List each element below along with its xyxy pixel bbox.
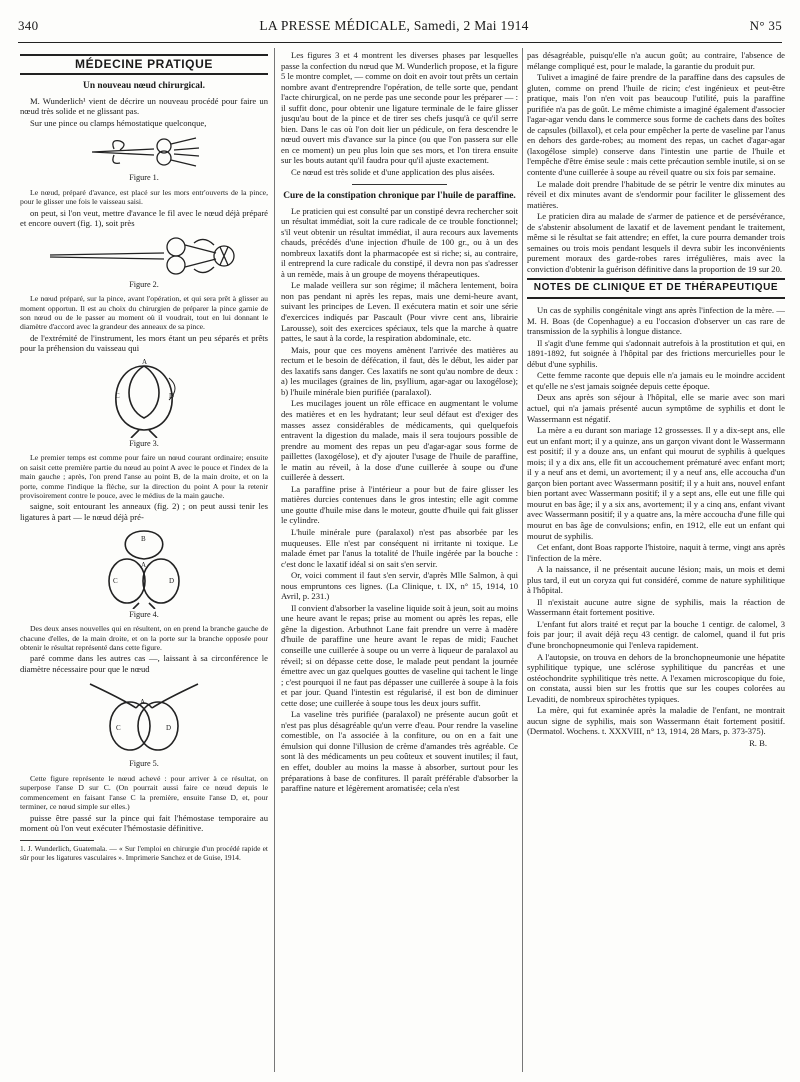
figure-legend: Cette figure représente le nœud achevé : pour arriver à ce résultat, on superpose l'anse D sur C. (On pourrait aussi faire ce nœud depuis le commencement en faisant l'anse C la première, ensuite l'anse D, et, pour terminer, ce nœud simple sur elles.) [20,773,268,812]
paragraph: Cette femme raconte que depuis elle n'a jamais eu le moindre accident et qu'elle ne s'est jamais soignée depuis cette époque. [527,370,785,391]
paragraph: Or, voici comment il faut s'en servir, d'après Mlle Salmon, à qui nous empruntons ces lignes. (La Clinique, t. IX, n° 15, 1914, 10 Avril, p. 231.) [281,570,518,602]
author-signature: R. B. [749,737,767,748]
paragraph: Cet enfant, dont Boas rapporte l'histoire, naquit à terme, vingt ans après l'infection de la mère. [527,542,785,563]
svg-text:D: D [166,724,172,733]
page-header [18,18,782,40]
paragraph: A la naissance, il ne présentait aucune lésion; mais, un mois et demi plus tard, il eut un coryza qui fut considéré, comme de nature syphilitique à l'hôpital. [527,564,785,596]
paragraph: Les mucilages jouent un rôle efficace en augmentant le volume des matières et en les hydratant; leur seul défaut est d'exiger des masses assez considérables de médicaments, qui quelquefois entravent la digestion du malade, mais il sera toujours possible de prendre au moment des repas un peu d'agar-agar sous forme de paillettes (laxogélose), et d'y ajouter l'usage de l'huile de paraffine, le matin au réveil, à la dose d'une cuillerée à soupe ou d'une cuillerée à dessert. [281,398,518,483]
footnote-rule [20,840,94,841]
issue-number: N° 35 [749,18,782,33]
svg-text:C: C [116,724,121,733]
svg-text:C: C [113,576,118,585]
figure-legend: Le nœud, préparé d'avance, est placé sur les mors entr'ouverts de la pince, pour le glisser une fois le vaisseau saisi. [20,187,268,207]
figure-legend: Le nœud préparé, sur la pince, avant l'opération, et qui sera prêt à glisser au moment opportun. Il est au choix du chirurgien de préparer la pince garnie de son nœud ou de le passer au moment où il voudrait, tout en lui donnant le diamètre d'accord avec la grandeur des anneaux de sa pince. [20,294,268,332]
figure-3 [20,358,268,452]
paragraph: Il convient d'absorber la vaseline liquide soit à jeun, soit au moins une heure avant le repas; prise au moment ou après les repas, elle gêne la digestion. Arbuthnot Lane fait prendre un verre à madère d'huile de paraffine une heure avant le repas de midi; Fauchet conseille une cuillerée à soupe ou un verre à liqueur de paralaxol au réveil; si on dépasse cette dose, le malade peut pendant la journée émettre avec un gaz quelques gouttes de vaseline qui tachent le linge ; c'est pourquoi il ne faut pas dépasser une cuillerée à soupe à la fois et par jour. Quand l'intestin est régularisé, il est bon de diminuer cette dose; une cuillerée à soupe tous les deux jours suffit. [281,602,518,708]
paragraph: La mère, qui fut examinée après la maladie de l'enfant, ne montrait aucun signe de syphilis, mais son Wassermann était fortement positif. (Dermatol. Wochens. t. XXXVIII, n° 13, 1914, 28 Mars, p. 373-375). [527,705,785,737]
knot-step-2-illustration [99,527,189,609]
figure-legend: Des deux anses nouvelles qui en résultent, on en prend la branche gauche de chacune d'elles, de la main droite, et on la porte sur la branche opposée pour obtenir le résultat représenté dans cette figure. [20,624,268,652]
paragraph: Les figures 3 et 4 montrent les diverses phases par lesquelles passe la confection du nœud que M. Wunderlich propose, et la figure 5 le montre complet, — comme on doit en avoir tout prêts un certain nombre avant d'entreprendre l'opération, de telle sorte que, pendant l'acte chirurgical, on ne perde pas une seconde pour les préparer — : il suffit donc, pour obtenir une ligature terminale de le faire glisser jusqu'au bout de la pince et de tirer ses chefs jusqu'à ce qu'il serre bien. Dans le cas où l'on doit lier un pédicule, on fera descendre le nœud ouvert mis d'avance sur la pince (ou que l'on passera sur elle en ce moment) un peu plus loin que ses mors, et l'on tirera ensuite sur les bouts autant qu'il faudra pour qu'il ajuste exactement. [281,50,518,166]
paragraph: Sur une pince ou clamps hémostatique quelconque, [30,117,207,128]
paragraph: Un cas de syphilis congénitale vingt ans après l'infection de la mère. — M. H. Boas (de Copenhague) a eu l'occasion d'observer un cas rare de transmission de la syphilis à longue distance. [527,305,785,337]
column-right [527,50,785,1082]
column-middle [281,50,518,1082]
knot-complete-illustration [84,678,204,758]
clamp-with-knot-illustration [84,132,204,172]
paragraph: Le praticien dira au malade de s'armer de patience et de persévérance, de s'abstenir absolument de laxatif et de lavement pendant le traitement, même si le résultat se fait attendre; en effet, la cure pourra demander trois semaines ou trois mois pendant lesquels il devra subir les inconvénients purement moraux des garde-robes rares irrégulières, mais avec la conviction d'obtenir la guérison définitive dans la proportion de 19 sur 20. [527,211,785,274]
svg-text:B: B [141,534,146,543]
svg-text:C: C [115,391,120,400]
knot-step-1-illustration [99,358,189,438]
figure-caption: Figure 5. [129,759,159,769]
paragraph: La mère a eu durant son mariage 12 grossesses. Il y a dix-sept ans, elle eut un enfant mort; il y a quinze, ans un garçon vivant dont le Wassermann est positif; il y a douze ans, un enfant qui mourut de syphilis à quelques mois; il y a dix ans, elle fit un accouchement prématuré avec enfant mort; il y a neuf ans et demi, un avortement; il y a neuf ans, elle accoucha d'un garçon bien portant avec Wassermann positif; il y a huit ans, nouvel enfant bien portant avec Wassermann positif; il y a sept ans, elle eut une fille qui mourut en bas âge; il y a six ans, avortement; il y a cinq ans, enfant vivant avec Wassermann positif; il y a quatre ans, la mère accoucha d'une fille qui mourut en bas âge de convulsions; enfin, en 1912, elle eut un enfant qui mourut de syphilis. [527,425,785,541]
paragraph: L'enfant fut alors traité et reçut par la bouche 1 centigr. de calomel, 3 fois par jour; il avait déjà reçu 43 centigr. de calomel, quand il fut pris d'une bronchopneumonie qui l'enleva rapidement. [527,618,785,650]
column-rule [274,48,275,1072]
paragraph: L'huile minérale pure (paralaxol) n'est pas absorbée par les muqueuses. Elle n'est par conséquent ni irritante ni toxique. Le malade émet par l'anus la totalité de l'huile ingérée par la bouche : c'est donc le laxatif idéal si on sait s'en servir. [281,526,518,569]
paragraph: de l'extrémité de l'instrument, les mors étant un peu séparés et prêts pour la préhension du vaisseau qui [20,332,268,354]
figure-5 [20,678,268,772]
paragraph: paré comme dans les autres cas —, laissant à sa circonférence le diamètre nécessaire pour que le nœud [20,653,268,674]
page-number: 340 [18,18,39,33]
paragraph: Deux ans après son séjour à l'hôpital, elle se marie avec son mari actuel, qui n'a jamais présenté aucun symptôme de syphilis et dont le Wassermann est négatif. [527,392,785,424]
svg-text:A: A [142,357,148,366]
paragraph: puisse être passé sur la pince qui fait l'hémostase temporaire au moment où l'on veut exécuter l'hémostasie définitive. [20,812,268,834]
column-left [20,50,268,1082]
paragraph: Ce nœud est très solide et d'une application des plus aisées. [291,167,495,178]
paragraph: Le praticien qui est consulté par un constipé devra rechercher soit un résultat immédiat, soit la cure radicale de ce trouble fonctionnel; s'il veut obtenir un résultat immédiat, il aura recours aux lavements chauds, précédés d'une injection d'huile de 100 gr., ou à un des nombreux laxatifs dont la pharmacopée est si riche; si, au contraire, il entreprend la cure radicale du constipé, il devra non pas s'adresser à un remède, mais à un groupe de moyens thérapeutiques. [281,205,518,279]
paragraph: Mais, pour que ces moyens amènent l'arrivée des matières au rectum et le besoin de défécation, il faut, dès le début, les aider par des laxatifs sans danger. Ces laxatifs ne sont qu'au nombre de deux : a) les mucilages (graines de lin, psyllium, agar-agar ou laxogélose); b) l'huile minérale bien purifiée (paralaxol). [281,344,518,397]
header-rule [18,42,782,43]
paragraph: Le malade veillera sur son régime; il mâchera lentement, boira non pas pendant ni après les repas, mais une demi-heure avant, suivant les principes de Leven. Il exécutera matin et soir une série d'exercices indiqués par Pascault (Pour vivre cent ans, librairie Larousse), soit des exercices spéciaux, tels que la marche à quatre pattes, le saut à la corde, la respiration abdominale, etc. [281,280,518,344]
section-heading: NOTES DE CLINIQUE ET DE THÉRAPEUTIQUE [527,278,785,299]
article-divider [352,184,447,185]
paragraph: Il s'agit d'une femme qui s'adonnait autrefois à la prostitution et qui, en 1891-1892, fut soignée à l'hôpital par des frictions mercurielles pour le début d'une syphilis. [527,337,785,369]
paragraph: pas désagréable, puisqu'elle n'a aucun goût; au contraire, l'absence de mélange compliqué est, pour le malade, la garantie du produit pur. [527,50,785,71]
svg-text:D: D [169,391,175,400]
paragraph: saigne, soit entourant les anneaux (fig. 2) ; on peut aussi tenir les ligatures à part — le nœud déjà pré- [20,501,268,523]
figure-4 [20,527,268,623]
paragraph: Il n'existait aucune autre signe de syphilis, mais la réaction de Wassermann était fortement positive. [527,596,785,618]
figure-caption: Figure 2. [129,279,159,289]
paragraph: M. Wunderlich¹ vient de décrire un nouveau procédé pour faire un nœud très solide et ne glissant pas. [20,95,268,117]
footnote: 1. J. Wunderlich, Guatemala. — « Sur l'emploi en chirurgie d'un procédé rapide et sûr pour les ligatures vasculaires ». Imprimerie Sanchez et de Guise, 1914. [20,843,268,862]
figure-2 [20,233,268,293]
svg-text:D: D [169,576,175,585]
paragraph: on peut, si l'on veut, mettre d'avance le fil avec le nœud déjà préparé et encore ouvert (fig. 1), soit près [20,207,268,229]
figure-caption: Figure 4. [129,609,159,619]
figure-caption: Figure 1. [129,173,159,183]
paragraph: La vaseline très purifiée (paralaxol) ne présente aucun goût et n'est pas plus désagréable qu'un verre d'eau. Pour rendre la vaseline comestible, on l'a associée à la confiture, ou on en a fait une émulsion qui donne l'illusion de crème d'amandes très agréable. Ce sont là des médicaments un peu coûteux et souvent inutiles; il faut, en effet, doubler au moins la masse à absorber, surtout pour les préparations à base de confitures. Il paraît préférable d'absorber la paraffine nature et légèrement aromatisée; cela n'est [281,709,518,794]
paragraph: Tulivet a imaginé de faire prendre de la paraffine dans des capsules de gluten, comme on prend l'huile de ricin; c'est ingénieux et peut-être pratique, mais l'on n'en voit pas beaucoup l'utilité, puis la paraffine purifiée n'a pas de goût. Le même chimiste a imaginé également d'associer l'agar-agar vendu dans le commerce sous forme de cachets dans des boîtes de capsules (billaxol), et cela pour empêcher la perte de vaseline par l'anus en dehors des garde-robes; au moment des repas, un cachet d'agar-agar (laxogélose simple) conserve dans l'intestin une partie de l'huile et l'empêche d'être émise seule : mais cette précaution semble inutile, si on se contente d'une cuillerée à soupe au réveil quatre ou six fois par semaine. [527,72,785,178]
section-heading: MÉDECINE PRATIQUE [20,54,268,75]
clamp-prepared-knot-illustration [44,233,244,279]
figure-1 [20,132,268,186]
article-title: Cure de la constipation chronique par l'huile de paraffine. [283,190,516,201]
paragraph: Le malade doit prendre l'habitude de se pétrir le ventre dix minutes au réveil et dix minutes avant de s'endormir pour faciliter le glissement des matières. [527,178,785,210]
article-title: Un nouveau nœud chirurgical. [83,80,205,91]
column-rule [522,48,523,1072]
svg-text:A: A [141,560,147,569]
figure-caption: Figure 3. [129,438,159,448]
paragraph: A l'autopsie, on trouva en dehors de la bronchopneumonie une hépatite syphilitique typique, une sclérose syphilitique du pancréas et une ostéochondrite syphilitique très nette. A l'examen microscopique du foie, on constata, aussi bien sur les frottis que sur les coupes colorées au Levaditi, de nombreux spirochètes typiques. [527,651,785,704]
paragraph: La paraffine prise à l'intérieur a pour but de faire glisser les matières durcies contenues dans le gros intestin; elle agit comme une goutte d'huile mise dans le moteur, goutte d'huile qui fait glisser le cylindre. [281,483,518,526]
journal-title: LA PRESSE MÉDICALE, Samedi, 2 Mai 1914 [259,18,529,33]
svg-text:A: A [140,698,146,707]
figure-legend: Le premier temps est comme pour faire un nœud courant ordinaire; ensuite on saisit cette première partie du nœud au point A avec le pouce et l'index de la main gauche ; après, l'on prend l'anse au point B, de la main droite, et on la porte, comme l'indique la flèche, sur la direction du point A pour la retenir provisoirement contre le pouce, avec le médius de la main gauche. [20,453,268,501]
